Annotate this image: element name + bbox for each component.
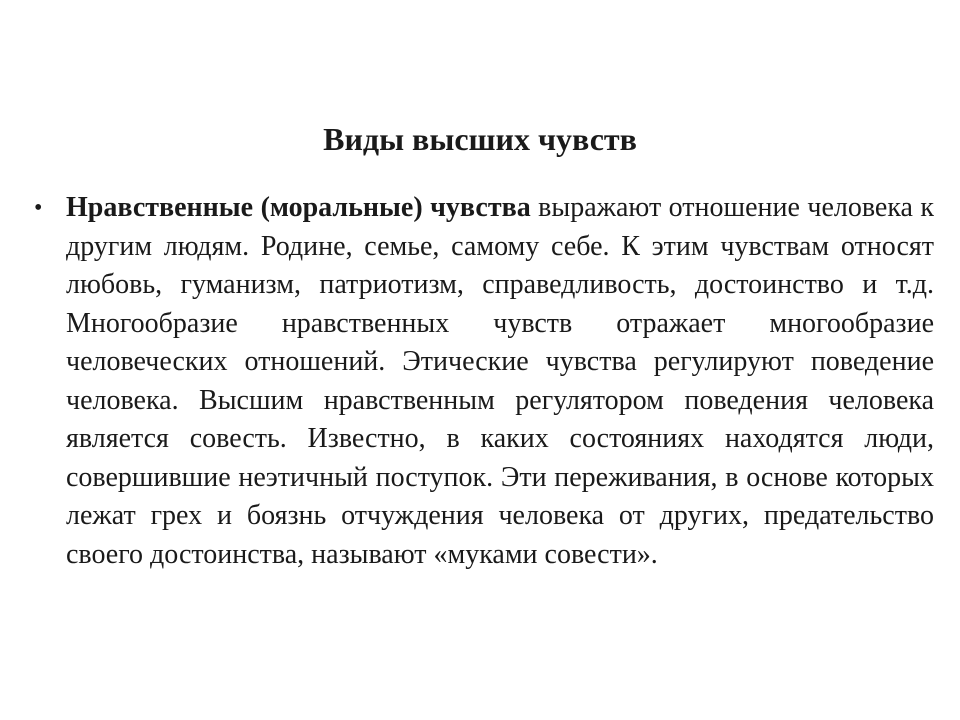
slide-title: Виды высших чувств	[323, 121, 637, 157]
bold-lead-text: Нравственные (моральные) чувства	[66, 192, 531, 223]
paragraph-body-text: выражают отношение человека к другим людям. Родине, семье, самому себе. К этим чувствам относят любовь, гуманизм, патриотизм, справедливость, достоинство и т.д. Многообразие нравственных чувств отражает многообразие человеческих отношений. Этические чувства регулируют поведение человека. Высшим нравственным регулятором поведения человека является совесть. Известно, в каких состояниях находятся люди, совершившие неэтичный поступок. Эти переживания, в основе которых лежат грех и боязнь отчуждения человека от других, предательство своего достоинства, называют «муками совести».	[66, 192, 935, 570]
bullet-list	[34, 189, 936, 574]
bullet-icon: •	[34, 195, 43, 221]
bullet-paragraph	[66, 189, 934, 574]
